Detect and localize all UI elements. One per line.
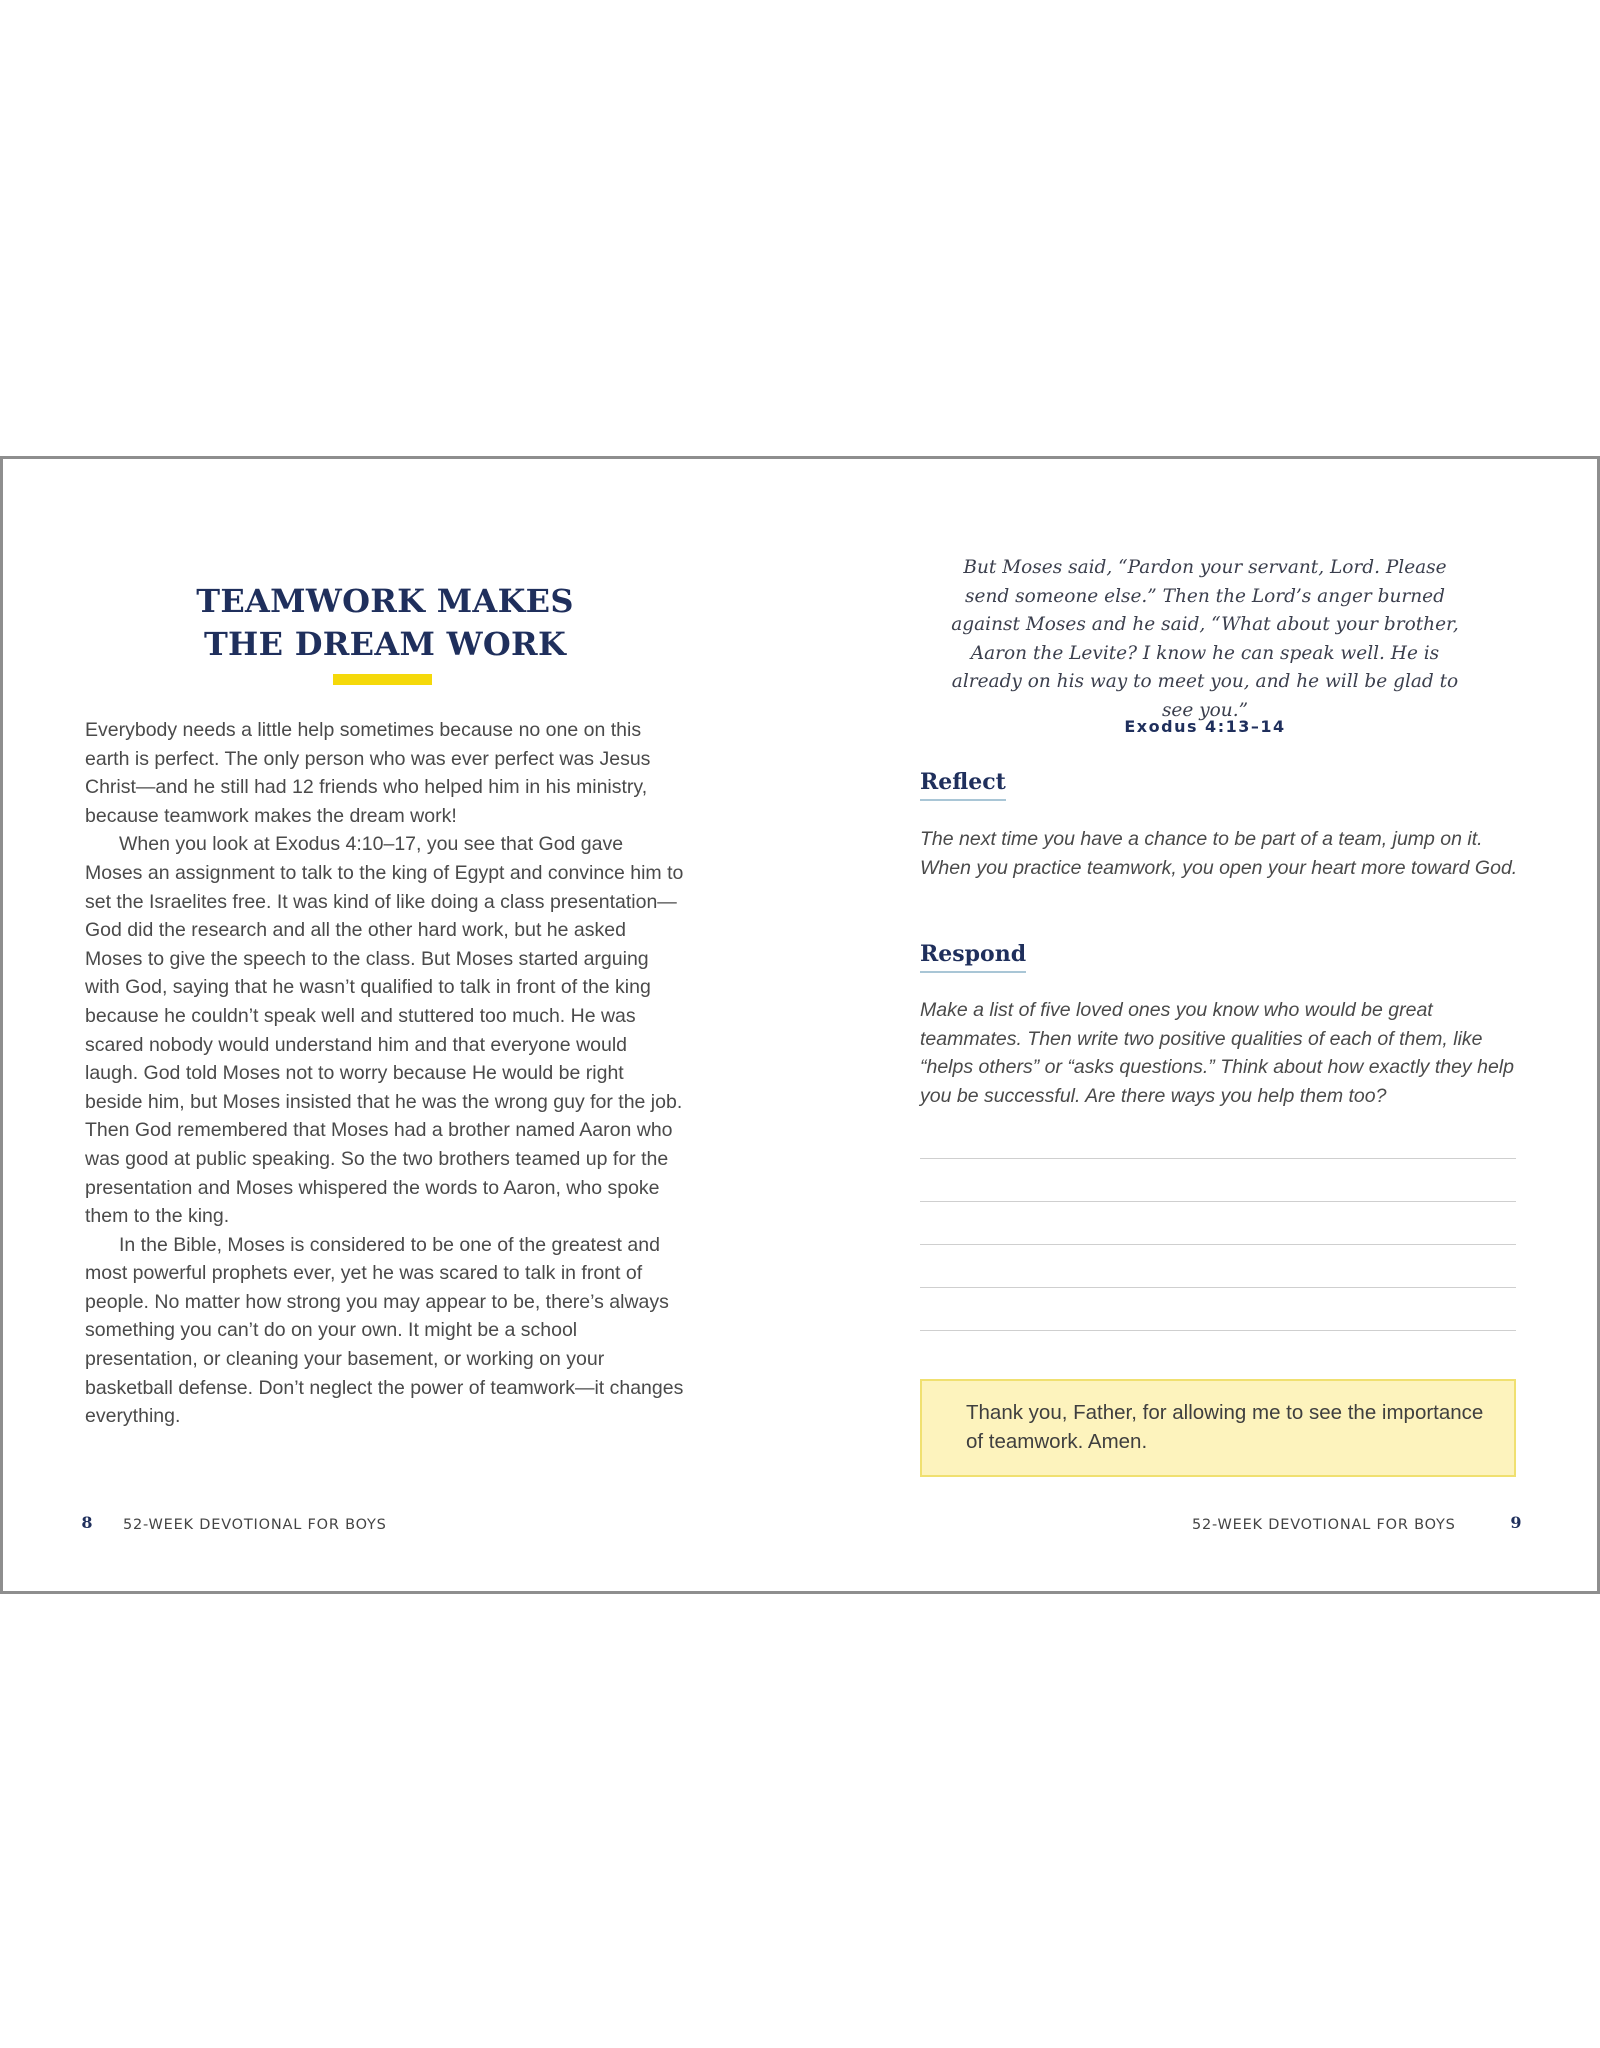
title-line-2: THE DREAM WORK [203, 625, 567, 664]
right-page [800, 459, 1597, 1591]
prayer-text: Thank you, Father, for allowing me to see the importance of teamwork. Amen. [966, 1401, 1484, 1453]
devotion-title [103, 580, 667, 666]
book-spread [0, 456, 1600, 1594]
body-paragraph-3: In the Bible, Moses is considered to be one of the greatest and most powerful prophets ever, yet he was scared to talk in front of people. No matter how strong you may appear to be, there’s always something you can’t do on your own. It might be a school presentation, or cleaning your basement, or working on your basketball defense. Don’t neglect the power of teamwork—it changes everything. [85, 1233, 684, 1428]
writing-lines [920, 1158, 1516, 1373]
page-number-right: 9 [1506, 1513, 1526, 1539]
running-footer-left: 52-WEEK DEVOTIONAL FOR BOYS [123, 1517, 387, 1533]
scripture-quote: But Moses said, “Pardon your servant, Lord. Please send someone else.” Then the Lord’s anger burned against Moses and he said, “What about your brother, Aaron the Levite? I know he can speak well. He is already on his way to meet you, and he will be glad to see you.” [951, 557, 1459, 721]
reflect-heading: Reflect [920, 769, 1006, 801]
reflect-text: The next time you have a chance to be part of a team, jump on it. When you practice teamwork, you open your heart more toward God. [920, 828, 1518, 879]
left-page [3, 459, 800, 1591]
respond-text: Make a list of five loved ones you know who would be great teammates. Then write two positive qualities of each of them, like “helps others” or “asks questions.” Think about how exactly they help you be successful. Are there ways you help them too? [920, 999, 1514, 1107]
body-paragraph-2: When you look at Exodus 4:10–17, you see that God gave Moses an assignment to talk to the king of Egypt and convince him to set the Israelites free. It was kind of like doing a class presentation—God did the research and all the other hard work, but he asked Moses to give the speech to the class. But Moses started arguing with God, saying that he wasn’t qualified to talk in front of the king because he couldn’t speak well and stuttered too much. He was scared nobody would understand him and that everyone would laugh. God told Moses not to worry because He would be right beside him, but Moses insisted that he was the wrong guy for the job. Then God remembered that Moses had a brother named Aaron who was good at public speaking. So the two brothers teamed up for the presentation and Moses whispered the words to Aaron, who spoke them to the king. [85, 833, 684, 1228]
writing-line [920, 1287, 1516, 1288]
writing-line [920, 1158, 1516, 1159]
prayer-box [920, 1379, 1516, 1477]
scripture-citation: Exodus 4:13–14 [1124, 717, 1286, 736]
title-line-1: TEAMWORK MAKES [196, 582, 574, 621]
running-footer-right: 52-WEEK DEVOTIONAL FOR BOYS [1192, 1517, 1456, 1533]
title-accent-bar [333, 674, 432, 685]
page-number-left: 8 [77, 1513, 97, 1539]
body-paragraph-1: Everybody needs a little help sometimes because no one on this earth is perfect. The only person who was ever perfect was Jesus Christ—and he still had 12 friends who helped him in his ministry, because teamwork makes the dream work! [85, 719, 651, 827]
writing-line [920, 1330, 1516, 1331]
writing-line [920, 1201, 1516, 1202]
devotion-body [85, 716, 685, 1431]
respond-heading: Respond [920, 941, 1026, 973]
writing-line [920, 1244, 1516, 1245]
